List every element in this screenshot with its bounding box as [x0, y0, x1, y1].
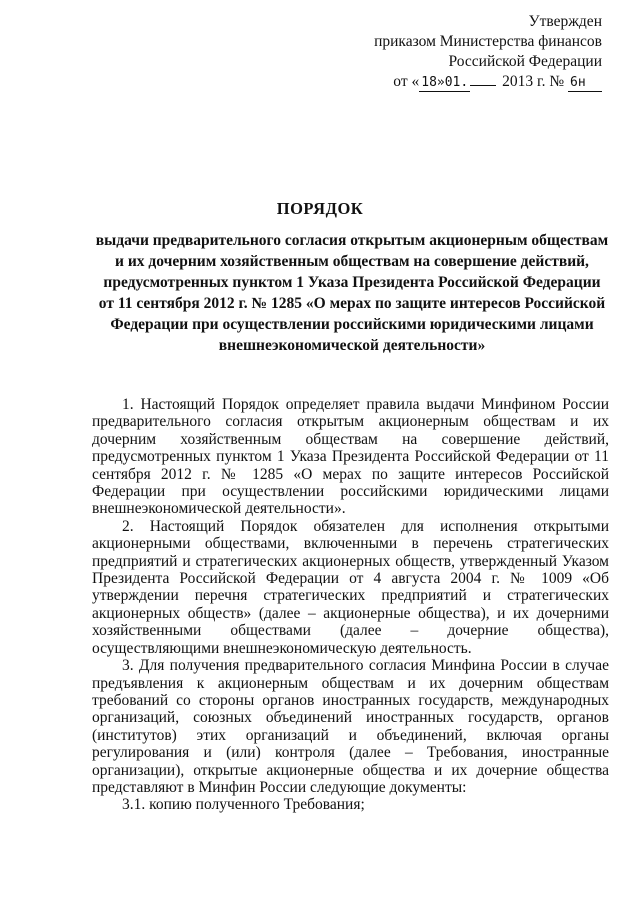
paragraph-2: [92, 518, 609, 657]
paragraph-line: осуществляющими внешнеэкономическую деятельность.: [92, 639, 472, 657]
paragraph-line: утверждении перечня стратегических предприятий и стратегических: [92, 587, 609, 605]
subtitle-line: предусмотренных пунктом 1 Указа Президента Российской Федерации: [103, 274, 601, 291]
approval-line: Утвержден: [528, 13, 602, 30]
paragraph-line: дочерним хозяйственным обществам на совершение действий,: [92, 430, 609, 448]
subtitle-line: внешнеэкономической деятельности»: [218, 337, 486, 354]
subtitle-line: и их дочерним хозяйственным обществам на совершение действий,: [115, 253, 589, 270]
paragraph-3: [92, 657, 609, 796]
paragraph-line: Президента Российской Федерации от 4 августа 2004 г. № 1009 «Об: [92, 570, 609, 588]
paragraph-line: 3.1. копию полученного Требования;: [122, 796, 365, 814]
date-underline: [470, 85, 496, 86]
paragraph-line: 1. Настоящий Порядок определяет правила выдачи Минфином России: [122, 396, 609, 413]
paragraph-line: сентября 2012 г. № 1285 «О мерах по защите интересов Российской: [92, 465, 609, 483]
paragraph-line: организаций, союзных объединений иностранных государств, органов: [92, 709, 609, 727]
approval-stamp: [332, 12, 602, 92]
paragraph-line: предусмотренных пунктом 1 Указа Президента Российской Федерации от 11: [92, 448, 609, 466]
handwritten-date: 18»01.: [421, 75, 469, 90]
paragraph-line: представляют в Минфин России следующие документы:: [92, 778, 467, 796]
approval-date-line: [332, 72, 602, 92]
paragraph-line: (институтов) этих организаций и объединений, включая органы: [92, 726, 609, 744]
order-number: 6н: [568, 75, 602, 92]
date-year: 2013 г. №: [502, 73, 565, 90]
date-prefix: от «: [393, 73, 420, 90]
paragraph-3-1: [92, 796, 609, 813]
paragraph-line: 2. Настоящий Порядок обязателен для исполнения открытыми: [122, 517, 609, 535]
subtitle-line: Федерации при осуществлении российскими юридическими лицами: [110, 316, 594, 333]
subtitle-line: выдачи предварительного согласия открытым акционерным обществам: [95, 232, 609, 249]
paragraph-line: акционерных обществ» (далее – акционерные общества), и их дочерними: [92, 604, 609, 622]
paragraph-line: акционерными обществами, включенными в перечень стратегических: [92, 535, 609, 553]
document-title: ПОРЯДОК: [276, 199, 364, 218]
paragraph-line: внешнеэкономической деятельности».: [92, 500, 346, 518]
paragraph-line: организации), открытые акционерные общества и их дочерние общества: [92, 761, 609, 779]
paragraph-line: 3. Для получения предварительного согласия Минфина России в случае: [122, 657, 609, 675]
approval-line: приказом Министерства финансов: [374, 33, 602, 50]
paragraph-line: предприятий и стратегических акционерных обществ, утвержденный Указом: [92, 552, 609, 570]
approval-line: Российской Федерации: [448, 53, 602, 70]
paragraph-line: предварительного согласия открытым акционерным обществам и их: [92, 413, 609, 431]
paragraph-line: Федерации при осуществлении российскими юридическими лицами: [92, 483, 609, 501]
paragraph-line: предъявления к акционерным обществам и их дочерним обществам: [92, 674, 609, 692]
paragraph-line: регулирования и (или) контроля (далее – Требования, иностранные: [92, 744, 609, 762]
subtitle-line: от 11 сентября 2012 г. № 1285 «О мерах по защите интересов Российской: [98, 295, 606, 312]
document-subtitle: [92, 230, 612, 356]
document-body: [92, 396, 609, 814]
paragraph-line: требований со стороны органов иностранных государств, международных: [92, 691, 609, 709]
paragraph-line: хозяйственными обществами (далее – дочерние общества),: [92, 622, 609, 640]
paragraph-1: [92, 396, 609, 518]
